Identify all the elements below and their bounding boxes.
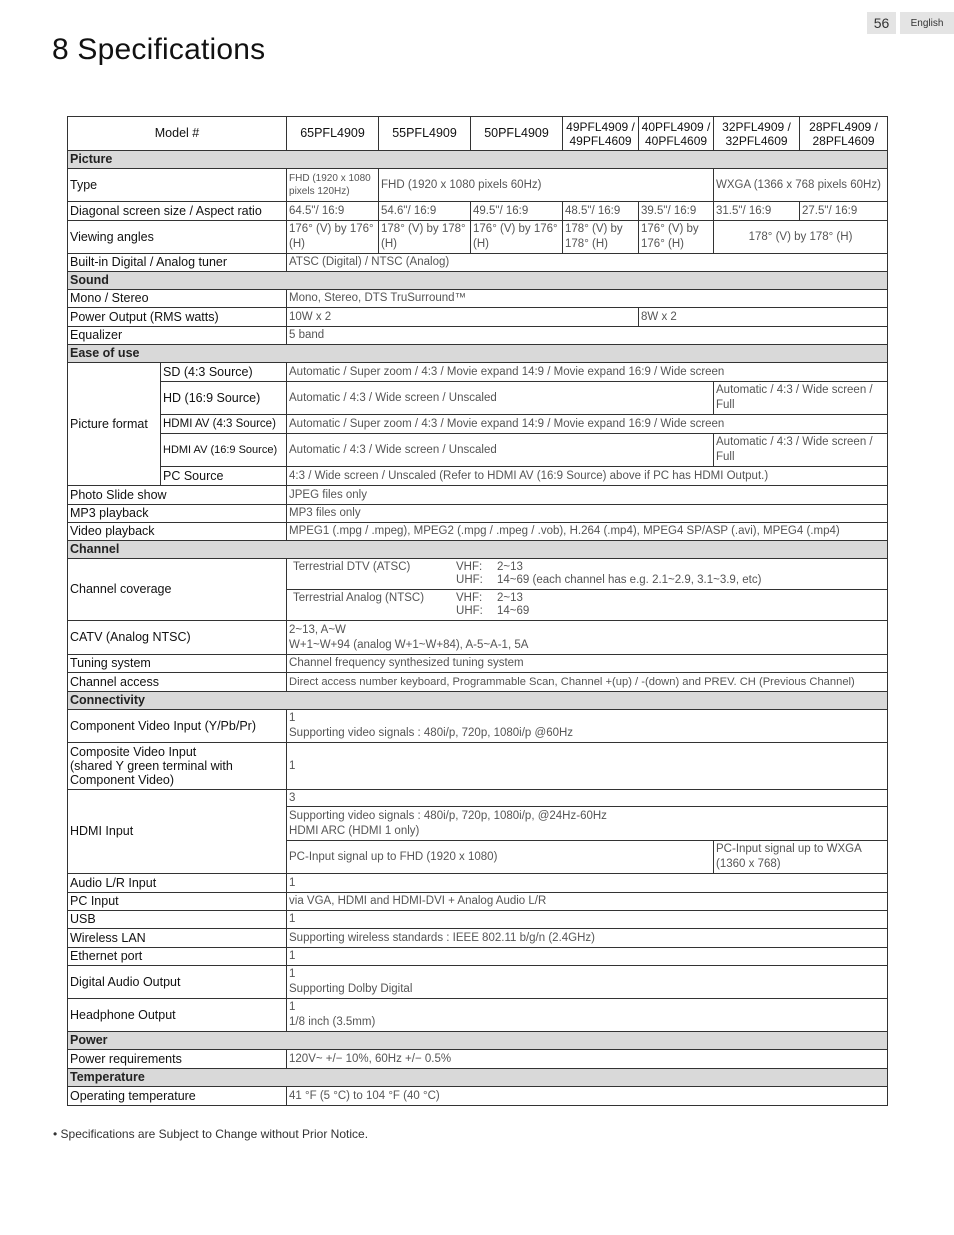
mp3-value: MP3 files only <box>287 505 888 523</box>
hdmi-43-value: Automatic / Super zoom / 4:3 / Movie expand 14:9 / Movie expand 16:9 / Wide screen <box>287 415 888 434</box>
section-heading-temperature: Temperature <box>68 1069 888 1087</box>
diagonal-value: 39.5"/ 16:9 <box>639 202 714 221</box>
dtv-vhf-value: 2~13 <box>497 561 523 573</box>
row-label-equalizer: Equalizer <box>68 327 287 345</box>
diagonal-value: 64.5"/ 16:9 <box>287 202 379 221</box>
hdmi-desc-line: Supporting video signals : 480i/p, 720p, 1080i/p, @24Hz-60Hz <box>289 809 607 822</box>
tuner-value: ATSC (Digital) / NTSC (Analog) <box>287 254 888 272</box>
audio-lr-value: 1 <box>287 874 888 893</box>
catv-line: 2~13, A~W <box>289 623 346 636</box>
type-value: FHD (1920 x 1080 pixels 120Hz) <box>287 169 379 202</box>
page-number: 56 <box>867 12 896 34</box>
diagonal-value: 27.5"/ 16:9 <box>800 202 888 221</box>
viewing-angle-value: 176° (V) by 176° (H) <box>287 221 379 254</box>
wireless-lan-value: Supporting wireless standards : IEEE 802.11 b/g/n (2.4GHz) <box>287 929 888 948</box>
row-label-catv: CATV (Analog NTSC) <box>68 621 287 655</box>
type-value: FHD (1920 x 1080 pixels 60Hz) <box>379 169 714 202</box>
row-label-channel-coverage: Channel coverage <box>68 559 287 621</box>
hdmi-pc-input: PC-Input signal up to FHD (1920 x 1080) <box>287 841 714 874</box>
dtv-uhf-label: UHF: <box>456 574 483 586</box>
pc-source-value: 4:3 / Wide screen / Unscaled (Refer to HDMI AV (16:9 Source) above if PC has HDMI Output.) <box>287 467 888 486</box>
model-col: 40PFL4909 / 40PFL4609 <box>639 117 714 151</box>
digital-audio-desc: Supporting Dolby Digital <box>289 983 413 995</box>
analog-vhf-value: 2~13 <box>497 592 523 604</box>
row-label-type: Type <box>68 169 287 202</box>
row-label-channel-access: Channel access <box>68 673 287 692</box>
pc-input-value: via VGA, HDMI and HDMI-DVI + Analog Audio L/R <box>287 893 888 911</box>
sub-label-pc-source: PC Source <box>161 467 287 486</box>
composite-label-line: Composite Video Input <box>70 745 197 759</box>
dtv-name: Terrestrial DTV (ATSC) <box>293 561 411 573</box>
digital-audio-value <box>287 966 888 999</box>
row-label-wireless-lan: Wireless LAN <box>68 929 287 948</box>
hdmi-count: 3 <box>287 790 888 807</box>
analog-uhf-label: UHF: <box>456 605 483 617</box>
type-value: WXGA (1366 x 768 pixels 60Hz) <box>714 169 888 202</box>
photo-value: JPEG files only <box>287 486 888 505</box>
row-label-operating-temperature: Operating temperature <box>68 1087 287 1106</box>
catv-line: W+1~W+94 (analog W+1~W+84), A-5~A-1, 5A <box>289 638 529 651</box>
composite-value: 1 <box>287 743 888 790</box>
section-heading-connectivity: Connectivity <box>68 692 888 710</box>
row-label-mp3: MP3 playback <box>68 505 287 523</box>
hdmi-desc-line: HDMI ARC (HDMI 1 only) <box>289 824 420 837</box>
row-label-composite <box>68 743 287 790</box>
viewing-angle-value: 178° (V) by 178° (H) <box>379 221 471 254</box>
footnote: • Specifications are Subject to Change without Prior Notice. <box>53 1127 369 1141</box>
section-heading-sound: Sound <box>68 272 888 290</box>
composite-label-line: (shared Y green terminal with <box>70 759 233 773</box>
row-label-digital-audio: Digital Audio Output <box>68 966 287 999</box>
row-label-power-output: Power Output (RMS watts) <box>68 308 287 327</box>
ethernet-value: 1 <box>287 948 888 966</box>
row-label-hdmi-input: HDMI Input <box>68 790 287 874</box>
viewing-angle-value: 178° (V) by 178° (H) <box>563 221 639 254</box>
catv-value <box>287 621 888 655</box>
usb-value: 1 <box>287 911 888 929</box>
analog-uhf-value: 14~69 <box>497 605 530 617</box>
hdmi-pc-input: PC-Input signal up to WXGA (1360 x 768) <box>714 841 888 874</box>
section-heading-channel: Channel <box>68 541 888 559</box>
row-label-tuning-system: Tuning system <box>68 655 287 673</box>
operating-temperature-value: 41 °F (5 °C) to 104 °F (40 °C) <box>287 1087 888 1106</box>
headphone-value <box>287 999 888 1032</box>
row-label-viewing-angles: Viewing angles <box>68 221 287 254</box>
sub-label-hdmi-43: HDMI AV (4:3 Source) <box>161 415 287 434</box>
component-count: 1 <box>289 712 296 724</box>
tuning-system-value: Channel frequency synthesized tuning system <box>287 655 888 673</box>
power-output-value: 8W x 2 <box>639 308 888 327</box>
hd-value: Automatic / 4:3 / Wide screen / Unscaled <box>287 382 714 415</box>
sub-label-hdmi-169: HDMI AV (16:9 Source) <box>161 434 287 467</box>
row-label-photo: Photo Slide show <box>68 486 287 505</box>
row-label-headphone: Headphone Output <box>68 999 287 1032</box>
row-label-usb: USB <box>68 911 287 929</box>
section-heading-picture: Picture <box>68 151 888 169</box>
model-col: 65PFL4909 <box>287 117 379 151</box>
channel-access-value: Direct access number keyboard, Programmable Scan, Channel +(up) / -(down) and PREV. CH (Previous Channel) <box>287 673 888 692</box>
diagonal-value: 48.5"/ 16:9 <box>563 202 639 221</box>
mono-stereo-value: Mono, Stereo, DTS TruSurround™ <box>287 290 888 308</box>
model-col: 55PFL4909 <box>379 117 471 151</box>
viewing-angle-value: 176° (V) by 176° (H) <box>639 221 714 254</box>
power-output-value: 10W x 2 <box>287 308 639 327</box>
specifications-table <box>67 116 888 1106</box>
model-col: 28PFL4909 / 28PFL4609 <box>800 117 888 151</box>
model-col: 32PFL4909 / 32PFL4609 <box>714 117 800 151</box>
coverage-analog <box>287 590 888 621</box>
row-label-pc-input: PC Input <box>68 893 287 911</box>
row-label-power-requirements: Power requirements <box>68 1050 287 1069</box>
video-value: MPEG1 (.mpg / .mpeg), MPEG2 (.mpg / .mpeg / .vob), H.264 (.mp4), MPEG4 SP/ASP (.avi), MPEG4 (.mp4) <box>287 523 888 541</box>
viewing-angle-value: 176° (V) by 176° (H) <box>471 221 563 254</box>
digital-audio-count: 1 <box>289 968 296 980</box>
hdmi-169-value: Automatic / 4:3 / Wide screen / Unscaled <box>287 434 714 467</box>
row-label-video: Video playback <box>68 523 287 541</box>
hdmi-desc <box>287 807 888 841</box>
diagonal-value: 31.5"/ 16:9 <box>714 202 800 221</box>
sub-label-hd: HD (16:9 Source) <box>161 382 287 415</box>
power-requirements-value: 120V~ +/− 10%, 60Hz +/− 0.5% <box>287 1050 888 1069</box>
analog-name: Terrestrial Analog (NTSC) <box>293 592 425 604</box>
model-label: Model # <box>68 117 287 151</box>
analog-vhf-label: VHF: <box>456 592 483 604</box>
diagonal-value: 49.5"/ 16:9 <box>471 202 563 221</box>
row-label-ethernet: Ethernet port <box>68 948 287 966</box>
section-heading-ease-of-use: Ease of use <box>68 345 888 363</box>
viewing-angle-value: 178° (V) by 178° (H) <box>714 221 888 254</box>
component-desc: Supporting video signals : 480i/p, 720p, 1080i/p @60Hz <box>289 727 574 739</box>
sd-value: Automatic / Super zoom / 4:3 / Movie expand 14:9 / Movie expand 16:9 / Wide screen <box>287 363 888 382</box>
dtv-vhf-label: VHF: <box>456 561 483 573</box>
language-tab: English <box>900 12 954 34</box>
page-title: 8 Specifications <box>52 33 266 66</box>
model-col: 50PFL4909 <box>471 117 563 151</box>
composite-label-line: Component Video) <box>70 773 175 787</box>
sub-label-sd: SD (4:3 Source) <box>161 363 287 382</box>
row-label-tuner: Built-in Digital / Analog tuner <box>68 254 287 272</box>
row-label-audio-lr: Audio L/R Input <box>68 874 287 893</box>
dtv-uhf-value: 14~69 (each channel has e.g. 2.1~2.9, 3.1~3.9, etc) <box>497 574 762 586</box>
diagonal-value: 54.6"/ 16:9 <box>379 202 471 221</box>
row-label-diagonal: Diagonal screen size / Aspect ratio <box>68 202 287 221</box>
model-col: 49PFL4909 / 49PFL4609 <box>563 117 639 151</box>
headphone-count: 1 <box>289 1001 296 1013</box>
header-row <box>68 117 888 151</box>
component-value <box>287 710 888 743</box>
headphone-desc: 1/8 inch (3.5mm) <box>289 1016 376 1028</box>
row-label-mono-stereo: Mono / Stereo <box>68 290 287 308</box>
hd-value: Automatic / 4:3 / Wide screen / Full <box>714 382 888 415</box>
section-heading-power: Power <box>68 1032 888 1050</box>
coverage-dtv <box>287 559 888 590</box>
hdmi-169-value: Automatic / 4:3 / Wide screen / Full <box>714 434 888 467</box>
row-label-component: Component Video Input (Y/Pb/Pr) <box>68 710 287 743</box>
equalizer-value: 5 band <box>287 327 888 345</box>
row-label-picture-format: Picture format <box>68 363 161 486</box>
